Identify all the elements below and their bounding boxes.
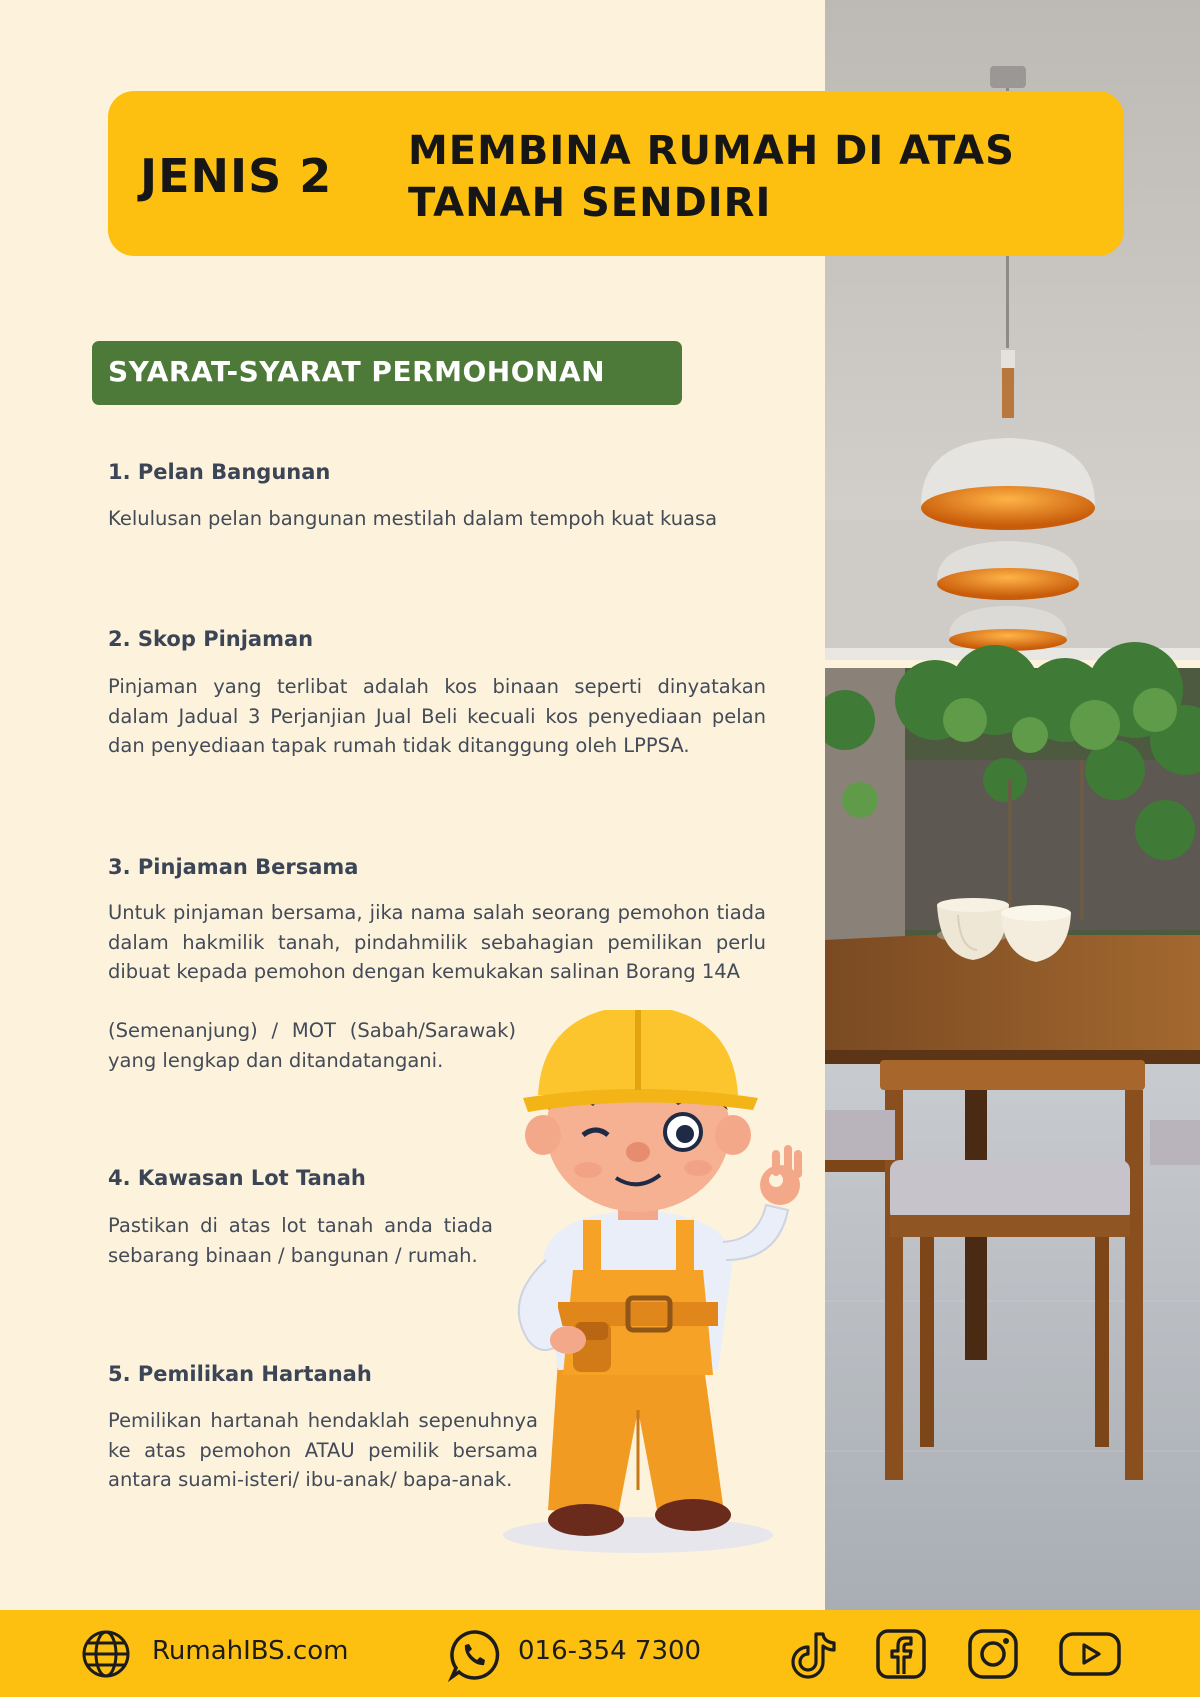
youtube-icon[interactable] [1058,1631,1122,1677]
footer-bar [0,1610,1200,1697]
section-body: Untuk pinjaman bersama, jika nama salah seorang pemohon tiada dalam hakmilik tanah, pindahmilik sebahagian pemilikan perlu dibuat kepada pemohon dengan kemukakan salinan Borang 14A [108,901,766,983]
section-body: Pemilikan hartanah hendaklah sepenuhnya ke atas pemohon ATAU pemilik bersama antara suami-isteri/ ibu-anak/ bapa-anak. [108,1409,538,1491]
worker-illustration [488,1010,818,1560]
globe-icon [80,1628,132,1680]
instagram-icon[interactable] [967,1628,1019,1680]
header-bar [108,91,1124,256]
section-body: Kelulusan pelan bangunan mestilah dalam tempoh kuat kuasa [108,507,718,530]
section-heading: 4. Kawasan Lot Tanah [108,1166,366,1190]
phone-link[interactable]: 016-354 7300 [518,1636,702,1666]
section-heading: 3. Pinjaman Bersama [108,855,359,879]
requirements-label: SYARAT-SYARAT PERMOHONAN [92,341,682,405]
page-title: MEMBINA RUMAH DI ATAS TANAH SENDIRI [408,128,1015,226]
website-link[interactable]: RumahIBS.com [152,1636,349,1666]
header-label: JENIS 2 [140,149,333,203]
whatsapp-icon [447,1628,501,1682]
section-body: Pastikan di atas lot tanah anda tiada sebarang binaan / bangunan / rumah. [108,1214,493,1267]
section-body: Pinjaman yang terlibat adalah kos binaan seperti dinyatakan dalam Jadual 3 Perjanjian Jual Beli kecuali kos penyediaan pelan dan penyediaan tapak rumah tidak ditanggung oleh LPPSA. [108,675,766,757]
section-heading: 2. Skop Pinjaman [108,627,314,651]
section-heading: 5. Pemilikan Hartanah [108,1362,372,1386]
tiktok-icon[interactable] [790,1628,840,1680]
section-body-continued: (Semenanjung) / MOT (Sabah/Sarawak) yang lengkap dan ditandatangani. [108,1019,516,1072]
section-heading: 1. Pelan Bangunan [108,460,331,484]
facebook-icon[interactable] [875,1628,927,1680]
